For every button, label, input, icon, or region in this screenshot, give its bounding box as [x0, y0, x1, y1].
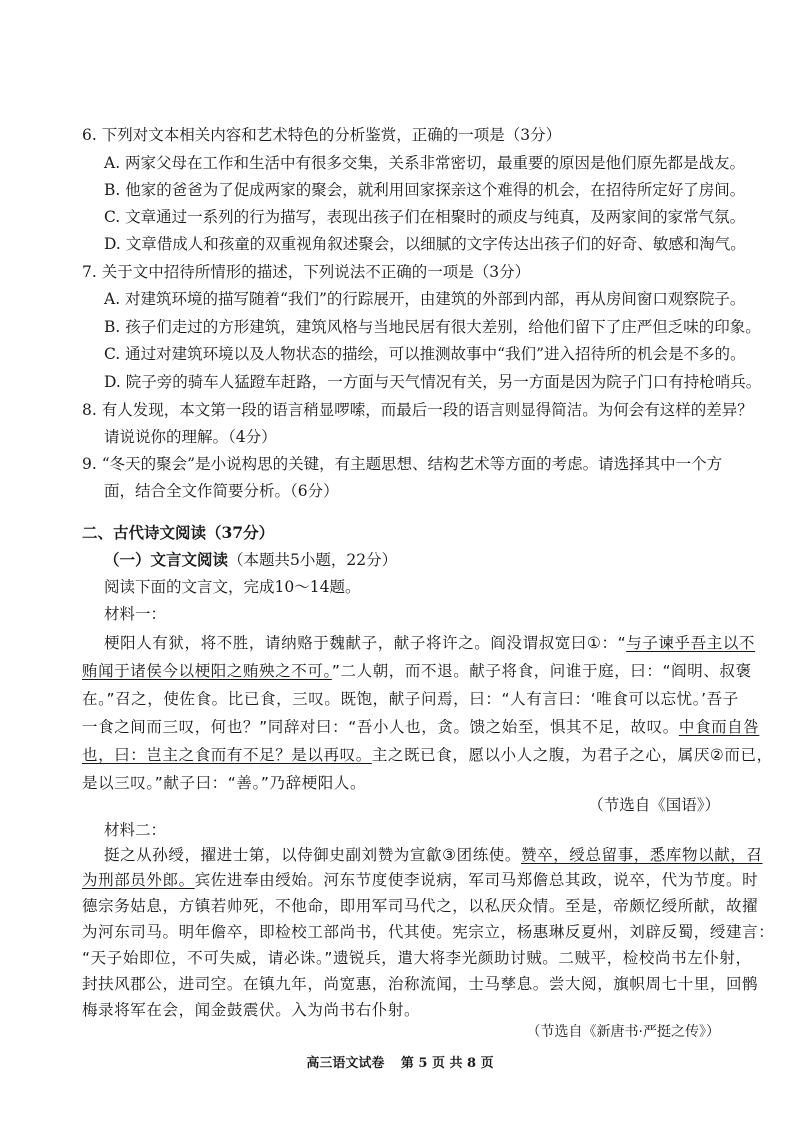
- section-title: 二、古代诗文阅读（37分）: [82, 523, 275, 542]
- question-6-option-d: D. 文章借成人和孩童的双重视角叙述聚会，以细腻的文字传达出孩子们的好奇、敏感和淘气。: [104, 235, 746, 253]
- underlined-sentence: 为刑部员外郎。: [82, 871, 195, 889]
- material-1-label: 材料一：: [104, 605, 167, 623]
- underlined-sentence: 贿闻于诸侯今以梗阳之贿殃之不可。: [82, 662, 332, 680]
- question-7-option-d: D. 院子旁的骑车人猛蹬车赶路，一方面与天气情况有关，另一方面是因为院子门口有持枪哨兵。: [104, 373, 762, 391]
- material-1-line-2: 贿闻于诸侯今以梗阳之贿殃之不可。”二人朝，而不退。献子将食，问谁于庭，曰：“阎明、叔褒: [82, 662, 752, 680]
- question-7-option-c: C. 通过对建筑环境以及人物状态的描绘，可以推测故事中“我们”进入招待所的机会是不多的。: [104, 345, 746, 363]
- material-2-line-1: 挺之从孙绶，擢进士第，以侍御史副刘赞为宣歙③团练使。赞卒，绶总留事，悉库物以献，召: [104, 846, 763, 864]
- material-1-line-5: 也，曰：岂主之食而有不足？是以再叹。主之既已食，愿以小人之腹，为君子之心，属厌②而已，: [82, 746, 773, 764]
- material-1-line-4: 一食之间而三叹，何也？”同辞对曰：“吾小人也，贪。馈之始至，惧其不足，故叹。中食而自咎: [82, 718, 760, 736]
- underlined-sentence: 与子谏乎吾主以不: [626, 634, 756, 652]
- material-2-source: （节选自《新唐书·严挺之传》）: [526, 1024, 720, 1040]
- material-1-line-6: 是以三叹。”献子曰：“善。”乃辞梗阳人。: [82, 774, 367, 792]
- section-instruction: 阅读下面的文言文，完成10～14题。: [104, 578, 361, 596]
- material-2-line-2: 为刑部员外郎。宾佐进奉由绶始。河东节度使李说病，军司马郑儋总其政，说卒，代为节度。时: [82, 871, 759, 889]
- material-2-line-5: “天子始即位，不可失威，请必诛。”遗锐兵，遣大将李光颜助讨贼。二贼平，检校尚书左仆射，: [82, 949, 752, 967]
- subsection-note: （本题共5小题，22分）: [228, 551, 398, 569]
- question-7-option-b: B. 孩子们走过的方形建筑，建筑风格与当地民居有很大差别，给他们留下了庄严但乏味的印象。: [104, 318, 761, 336]
- material-2-line-6: 封扶风郡公，进司空。在镇九年，尚宽惠，治称流闻，士马孳息。尝大阅，旗帜周七十里，回鹘: [82, 975, 759, 993]
- subsection-title: （一）文言文阅读: [104, 550, 229, 569]
- underlined-sentence: 赞卒，绶总留事，悉库物以献，召: [521, 846, 763, 864]
- material-2-line-3: 德宗务姑息，方镇若帅死，不他命，即用军司马代之，以私厌众情。至是，帝颇忆绶所献，故擢: [82, 897, 759, 915]
- question-9-stem: 9. “冬天的聚会”是小说构思的关键，有主题思想、结构艺术等方面的考虑。请选择其中一个方: [82, 455, 723, 473]
- footer-exam-title: 高三语文试卷: [306, 1056, 385, 1071]
- question-6-option-c: C. 文章通过一系列的行为描写，表现出孩子们在相聚时的顽皮与纯真，及两家间的家常气氛。: [104, 208, 746, 226]
- material-2-line-7: 梅录将军在会，闻金鼓震伏。入为尚书右仆射。: [82, 1001, 421, 1019]
- material-1-line-1: 梗阳人有狱，将不胜，请纳赂于魏献子，献子将许之。阎没谓叔宽曰①：“与子谏乎吾主以不: [104, 634, 756, 652]
- question-7-stem: 7. 关于文中招待所情形的描述，下列说法不正确的一项是（3分）: [82, 263, 531, 281]
- question-9-continuation: 面，结合全文作简要分析。（6分）: [104, 482, 339, 500]
- footer-page-number: 第 5 页 共 8 页: [400, 1056, 494, 1071]
- question-6-option-b: B. 他家的爸爸为了促成两家的聚会，就利用回家探亲这个难得的机会，在招待所定好了房间。: [104, 181, 746, 199]
- material-2-label: 材料二：: [104, 821, 167, 839]
- page-footer: [0, 1052, 800, 1071]
- material-1-line-3: 在。”召之，使佐食。比已食，三叹。既饱，献子问焉，曰：“人有言曰：‘唯食可以忘忧。’吾子: [82, 690, 739, 708]
- underlined-sentence: 也，曰：岂主之食而有不足？是以再叹。: [82, 746, 372, 764]
- material-2-line-4: 为河东司马。明年儋卒，即检校工部尚书，代其使。宪宗立，杨惠琳反夏州，刘辟反蜀，绶建言：: [82, 923, 775, 941]
- question-6-option-a: A. 两家父母在工作和生活中有很多交集，关系非常密切，最重要的原因是他们原先都是战友。: [104, 154, 746, 172]
- question-8-continuation: 请说说你的理解。（4分）: [104, 428, 277, 446]
- question-6-stem: 6. 下列对文本相关内容和艺术特色的分析鉴赏，正确的一项是（3分）: [82, 126, 562, 144]
- underlined-sentence: 中食而自咎: [678, 718, 760, 736]
- question-8-stem: 8. 有人发现，本文第一段的语言稍显啰嗦，而最后一段的语言则显得简洁。为何会有这样的差异？: [82, 401, 753, 419]
- question-7-option-a: A. 对建筑环境的描写随着“我们”的行踪展开，由建筑的外部到内部，再从房间窗口观察院子。: [104, 290, 746, 308]
- material-1-source: （节选自《国语》）: [588, 796, 720, 814]
- subsection-heading: [104, 550, 397, 570]
